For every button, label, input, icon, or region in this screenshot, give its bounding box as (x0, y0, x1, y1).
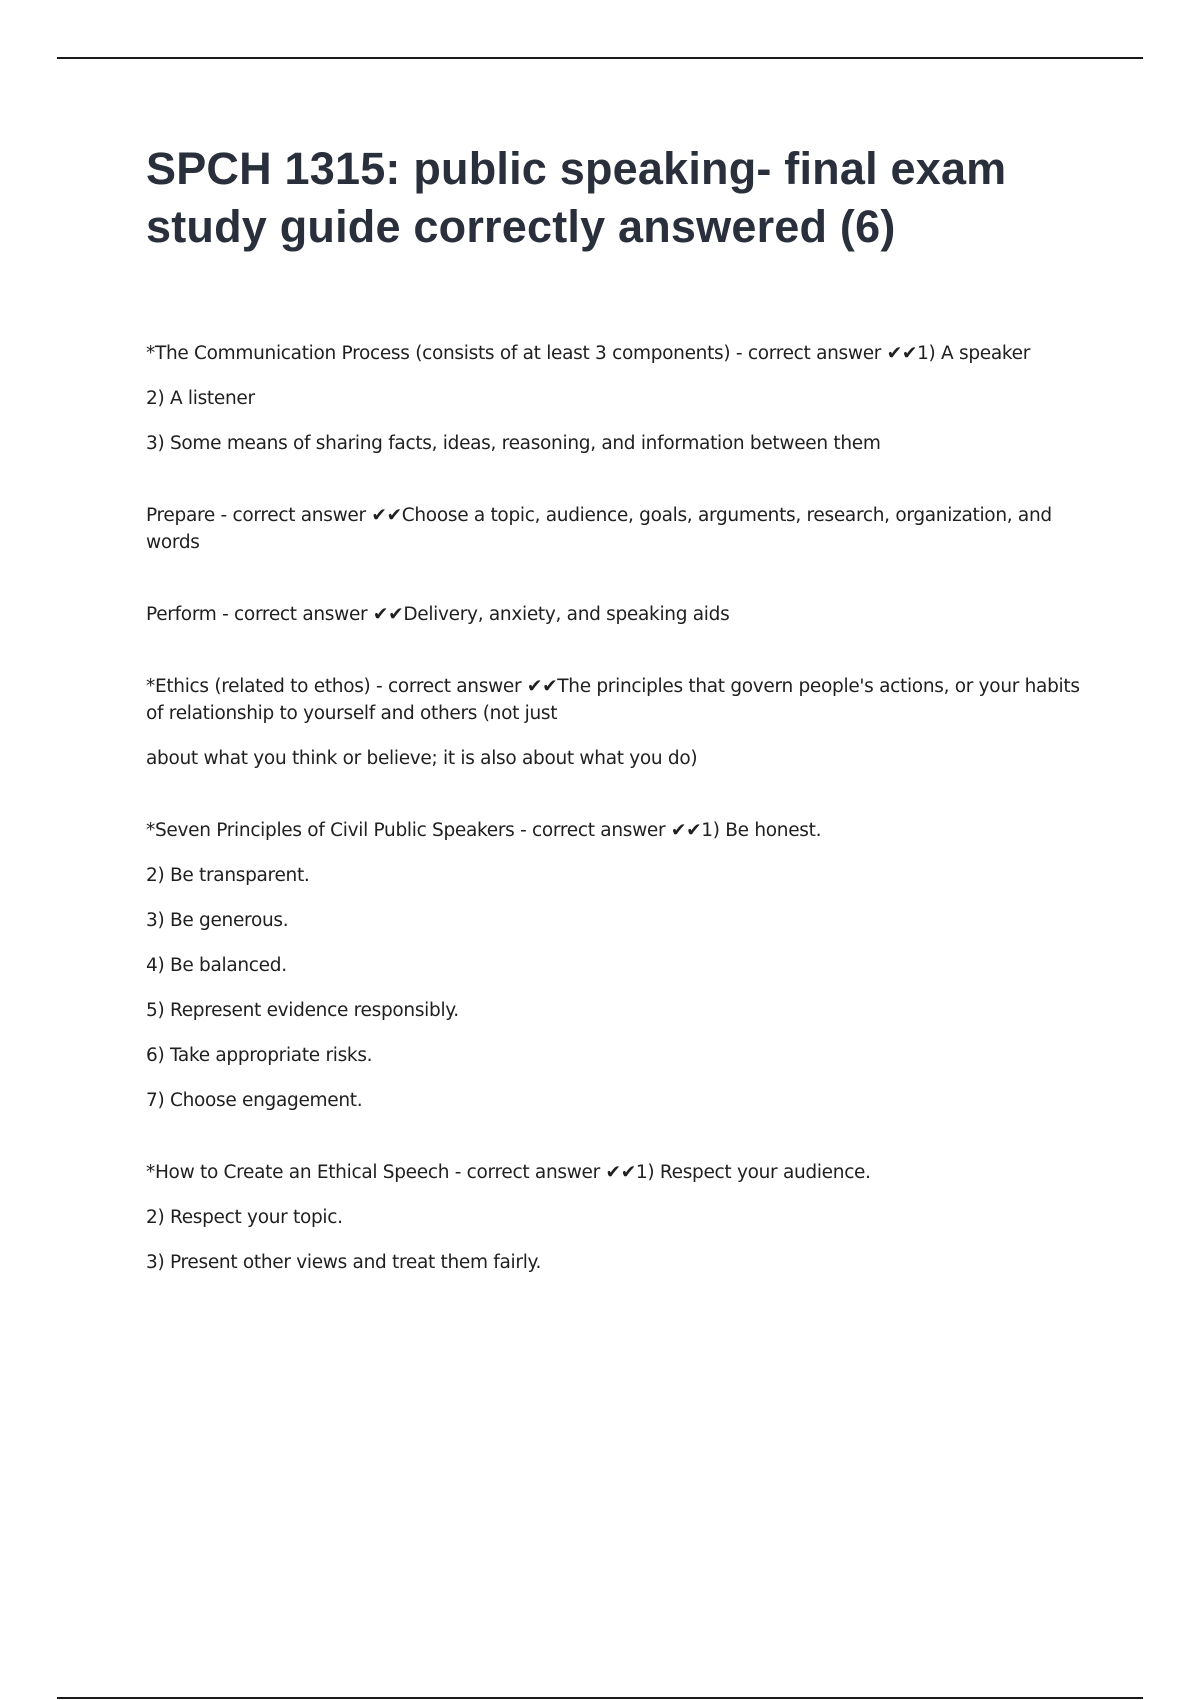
qa-line: 6) Take appropriate risks. (146, 1045, 373, 1066)
qa-line: *Seven Principles of Civil Public Speakers - correct answer ✔✔1) Be honest. (146, 820, 822, 841)
top-rule (57, 57, 1143, 59)
qa-line: 2) Be transparent. (146, 865, 310, 886)
qa-line: Prepare - correct answer ✔✔Choose a topic, audience, goals, arguments, research, organization, and words (146, 505, 1052, 553)
qa-line: *Ethics (related to ethos) - correct answer ✔✔The principles that govern people's actions, or your habits of relationship to yourself and others (not just (146, 676, 1080, 724)
qa-block-ethical-speech (146, 1159, 1096, 1276)
qa-line: 4) Be balanced. (146, 955, 287, 976)
qa-line: *The Communication Process (consists of at least 3 components) - correct answer ✔✔1) A speaker (146, 343, 1031, 364)
qa-section (146, 340, 1096, 1276)
qa-block-prepare (146, 502, 1096, 556)
qa-line: 2) Respect your topic. (146, 1207, 343, 1228)
qa-block-ethics (146, 673, 1096, 772)
qa-block-communication-process (146, 340, 1096, 457)
qa-line: 3) Be generous. (146, 910, 289, 931)
qa-line: 3) Some means of sharing facts, ideas, reasoning, and information between them (146, 433, 881, 454)
qa-line: 7) Choose engagement. (146, 1090, 363, 1111)
document-body (146, 140, 1096, 1321)
qa-block-seven-principles (146, 817, 1096, 1114)
qa-line: Perform - correct answer ✔✔Delivery, anxiety, and speaking aids (146, 604, 730, 625)
bottom-rule (57, 1697, 1143, 1699)
qa-line: about what you think or believe; it is also about what you do) (146, 748, 698, 769)
qa-line: 5) Represent evidence responsibly. (146, 1000, 459, 1021)
qa-block-perform (146, 601, 1096, 628)
qa-line: 3) Present other views and treat them fairly. (146, 1252, 542, 1273)
document-title: SPCH 1315: public speaking- final exam study guide correctly answered (6) (146, 143, 1007, 252)
qa-line: *How to Create an Ethical Speech - correct answer ✔✔1) Respect your audience. (146, 1162, 871, 1183)
qa-line: 2) A listener (146, 388, 255, 409)
